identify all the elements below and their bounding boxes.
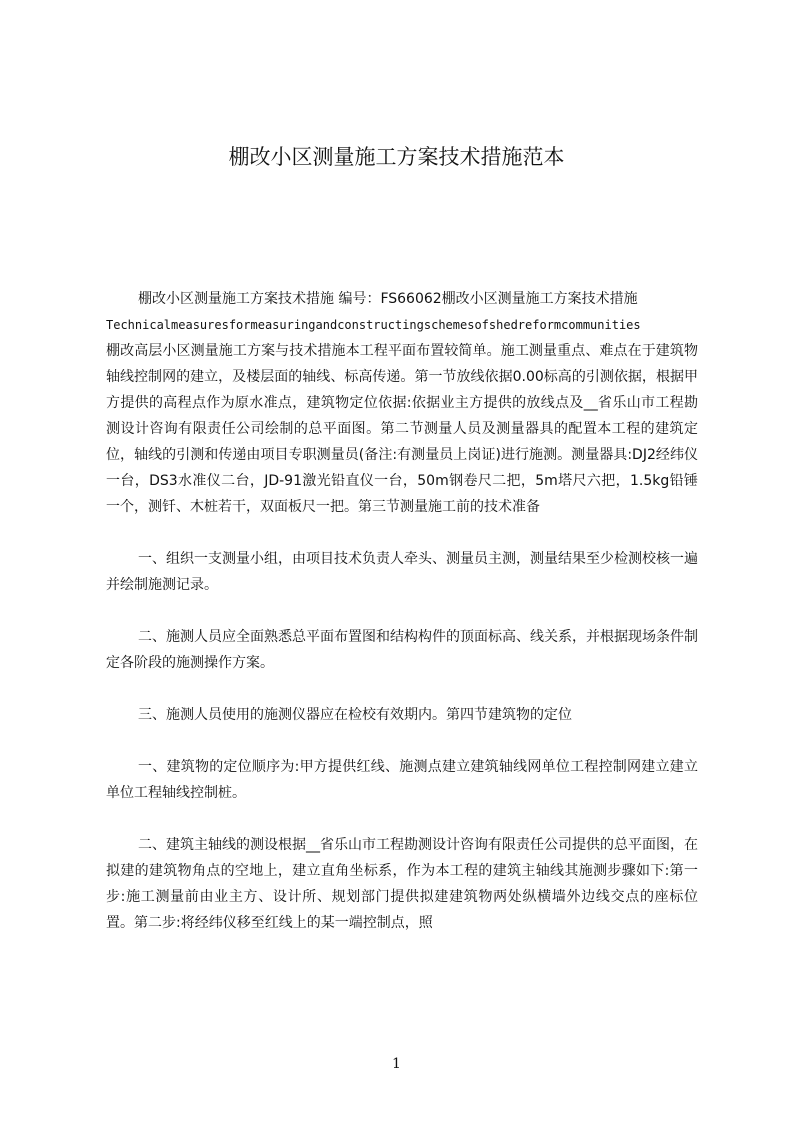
paragraph-main-axis-setting: 二、建筑主轴线的测设根据__省乐山市工程勘测设计咨询有限责任公司提供的总平面图，在拟建的建筑物角点的空地上，建立直角坐标系，作为本工程的建筑主轴线其施测步骤如下:第一步:施工测量前由业主方、设计所、规划部门提供拟建建筑物两处纵横墙外边线交点的座标位置。第二步:将经纬仪移至红线上的某一端控制点，照: [106, 837, 698, 931]
document-body: [106, 286, 698, 936]
paragraph-positioning-order: 一、建筑物的定位顺序为:甲方提供红线、施测点建立建筑轴线网单位工程控制网建立建立单位工程轴线控制桩。: [106, 759, 698, 801]
page-number: 1: [392, 1056, 401, 1072]
english-title: Technicalmeasuresformeasuringandconstructingschemesofshedreformcommunities: [106, 318, 641, 332]
intro-line: 棚改小区测量施工方案技术措施 编号：FS66062棚改小区测量施工方案技术措施: [138, 291, 638, 307]
paragraph-instrument-validity: 三、施测人员使用的施测仪器应在检校有效期内。第四节建筑物的定位: [138, 707, 572, 723]
main-paragraph: 棚改高层小区测量施工方案与技术措施本工程平面布置较简单。施工测量重点、难点在于建筑物轴线控制网的建立，及楼层面的轴线、标高传递。第一节放线依据0.00标高的引测依据，根据甲方提供的高程点作为原水准点，建筑物定位依据:依据业主方提供的放线点及__省乐山市工程勘测设计咨询有限责任公司绘制的总平面图。第二节测量人员及测量器具的配置本工程的建筑定位，轴线的引测和传递由项目专职测量员(备注:有测量员上岗证)进行施测。测量器具:DJ2经纬仪一台，DS3水准仪二台，JD-91激光铅直仪一台，50m钢卷尺二把，5m塔尺六把，1.5kg铅锤一个，测钎、木桩若干，双面板尺一把。第三节测量施工前的技术准备: [106, 343, 698, 515]
paragraph-organize-team: 一、组织一支测量小组，由项目技术负责人牵头、测量员主测，测量结果至少检测校核一遍并绘制施测记录。: [106, 551, 698, 593]
paragraph-staff-familiarize: 二、施测人员应全面熟悉总平面布置图和结构构件的顶面标高、线关系，并根据现场条件制定各阶段的施测操作方案。: [106, 629, 698, 671]
document-title: 棚改小区测量施工方案技术措施范本: [228, 145, 565, 169]
